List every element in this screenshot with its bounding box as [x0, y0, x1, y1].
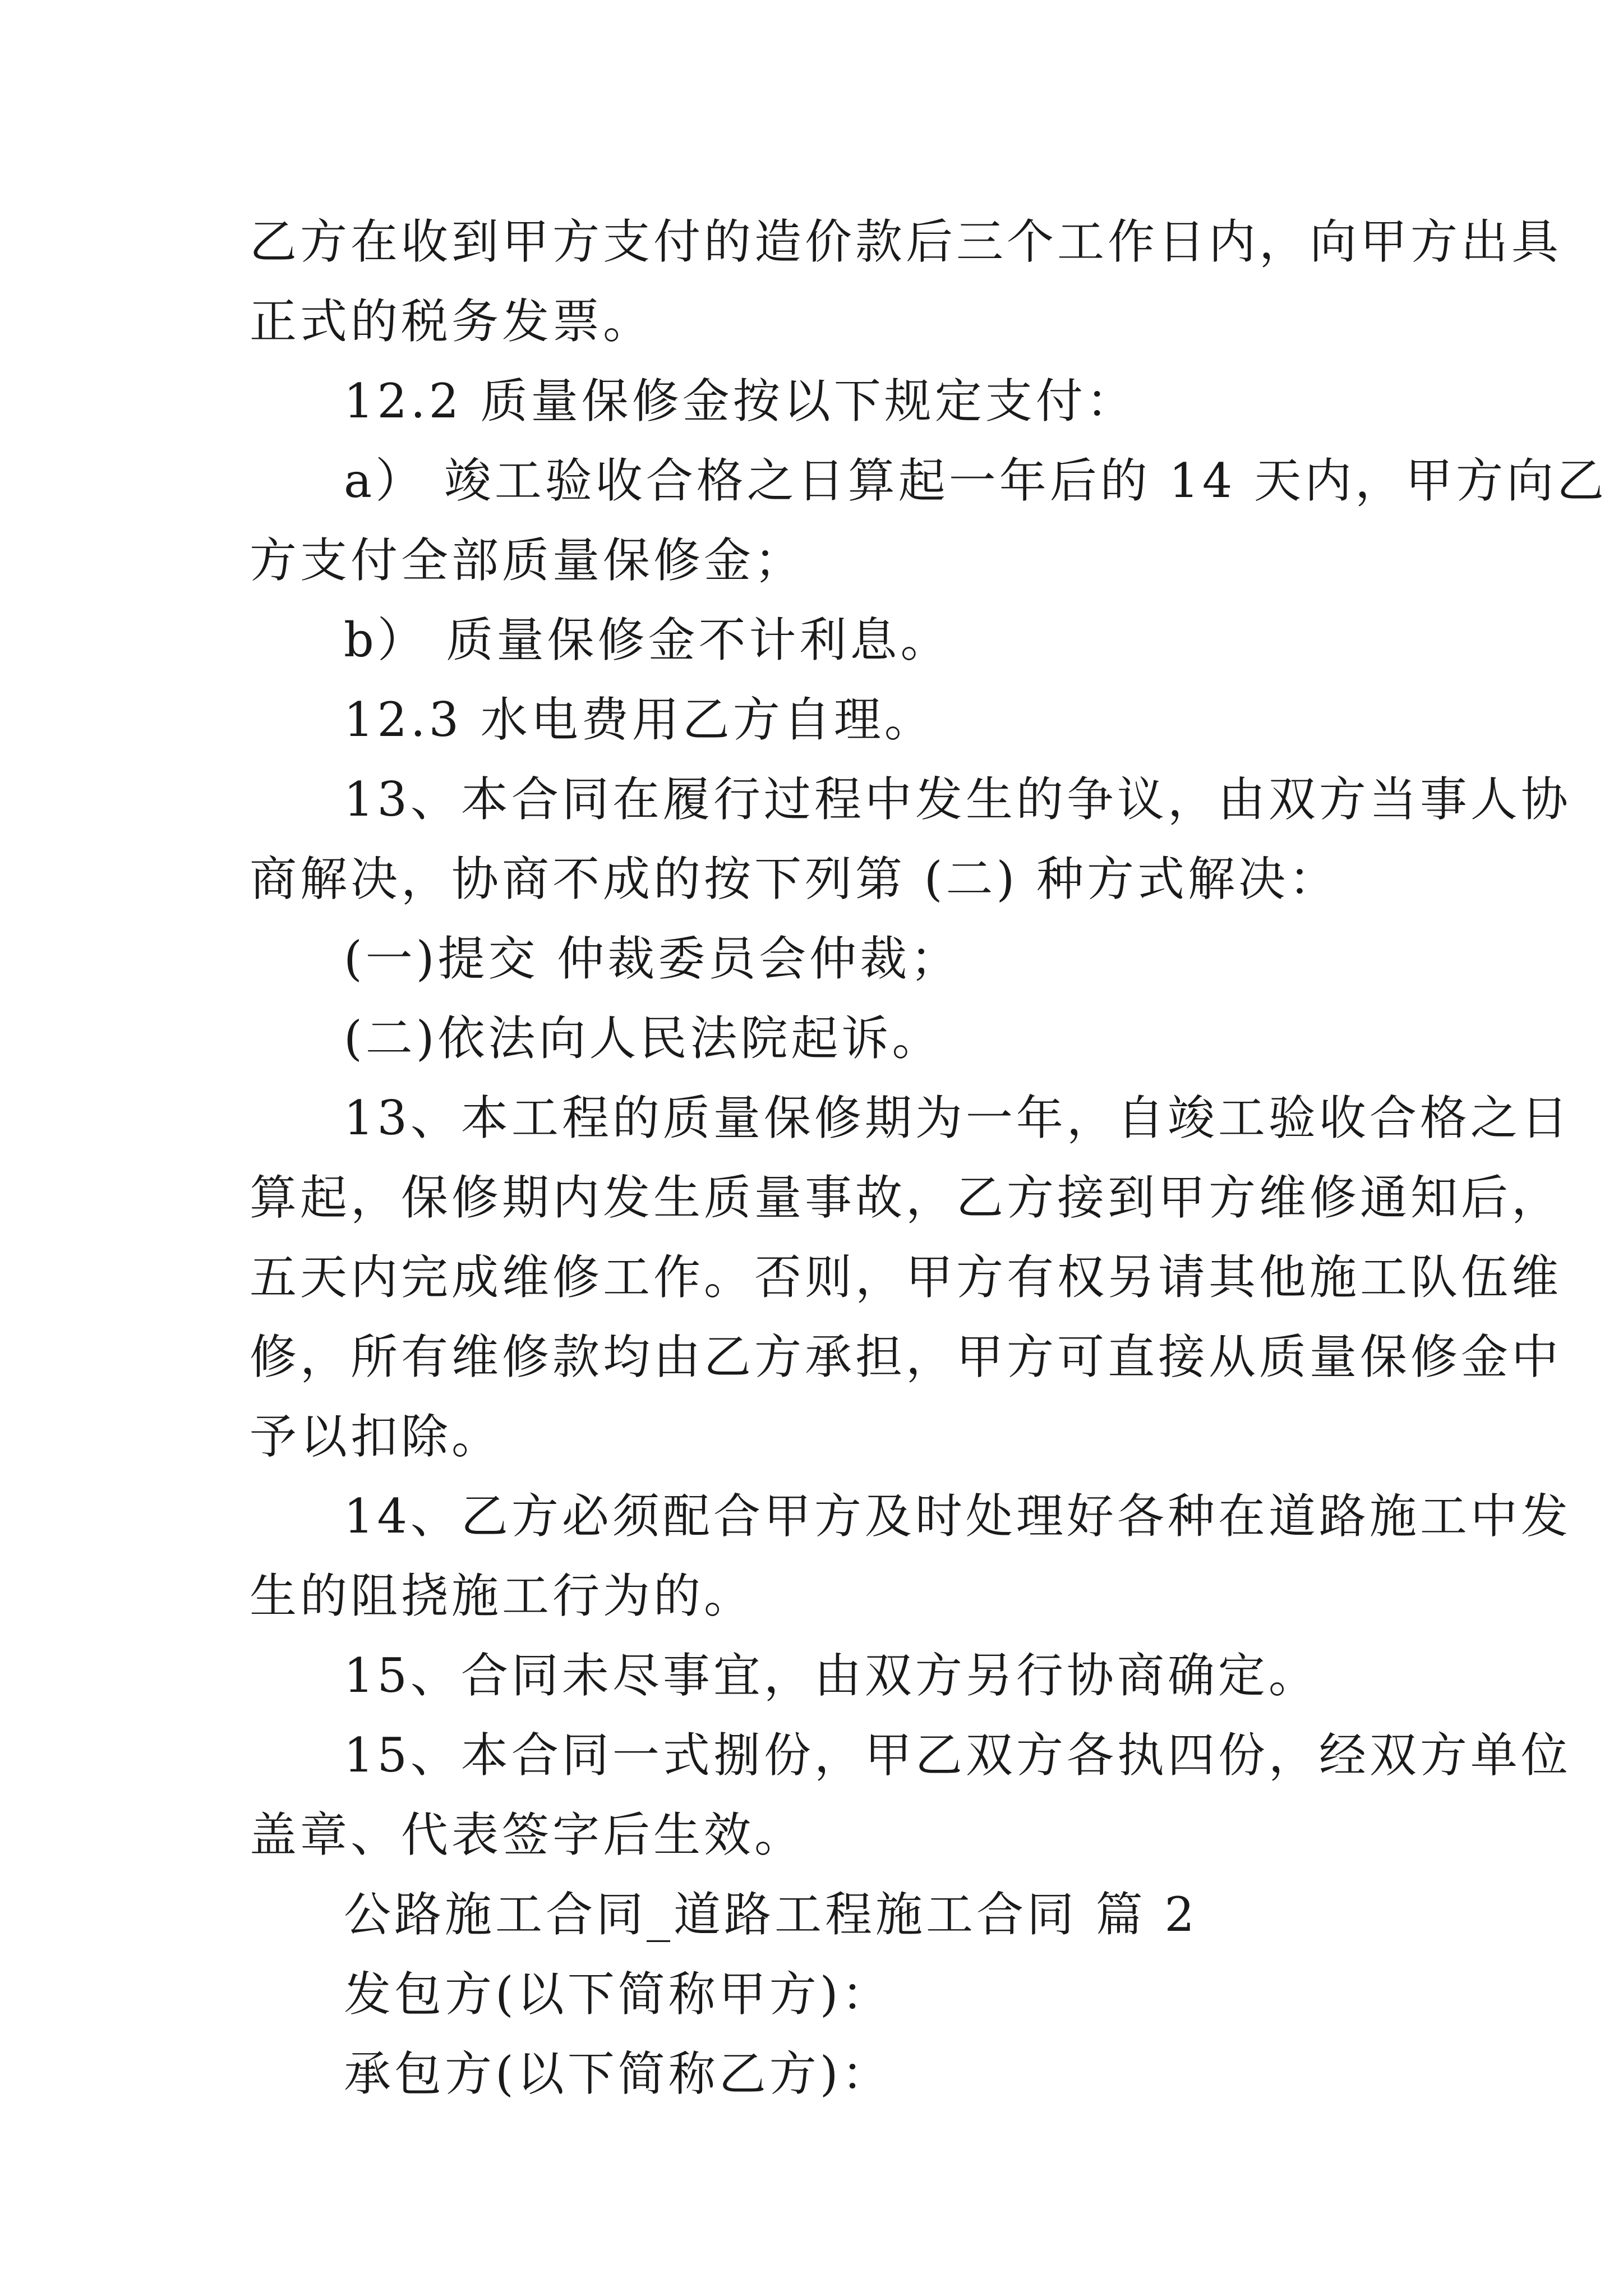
text-line: b） 质量保修金不计利息。 — [344, 613, 951, 668]
paragraph — [250, 680, 1382, 760]
paragraph — [250, 919, 1382, 999]
text-line: 13、本合同在履行过程中发生的争议，由双方当事人协 — [344, 772, 1571, 827]
text-line: 12.3 水电费用乙方自理。 — [344, 692, 935, 747]
paragraph — [250, 1636, 1382, 1715]
text-line: 15、合同未尽事宜，由双方另行协商确定。 — [344, 1648, 1319, 1703]
text-line: a） 竣工验收合格之日算起一年后的 14 天内，甲方向乙 — [344, 453, 1608, 508]
paragraph — [250, 202, 1562, 361]
text-line: 商解决，协商不成的按下列第 (二) 种方式解决： — [250, 852, 1339, 907]
text-line: 13、本工程的质量保修期为一年，自竣工验收合格之日 — [344, 1091, 1571, 1145]
text-line: 公路施工合同_道路工程施工合同 篇 2 — [344, 1887, 1198, 1942]
text-line: 生的阻挠施工行为的。 — [250, 1568, 755, 1623]
paragraph — [250, 1954, 1382, 2034]
paragraph — [250, 1715, 1571, 1875]
text-line: (一)提交 仲裁委员会仲裁； — [344, 931, 961, 986]
text-line: 承包方(以下简称乙方)： — [344, 2046, 892, 2101]
document-body — [250, 202, 1608, 2114]
text-line: 14、乙方必须配合甲方及时处理好各种在道路施工中发 — [344, 1489, 1571, 1544]
text-line: (二)依法向人民法院起诉。 — [344, 1011, 943, 1066]
text-line: 五天内完成维修工作。否则，甲方有权另请其他施工队伍维 — [250, 1250, 1562, 1305]
paragraph — [250, 1476, 1571, 1636]
paragraph — [250, 1078, 1571, 1476]
text-line: 12.2 质量保修金按以下规定支付： — [344, 374, 1137, 429]
text-line: 盖章、代表签字后生效。 — [250, 1807, 805, 1862]
paragraph — [250, 1875, 1382, 1954]
text-line: 15、本合同一式捌份，甲乙双方各执四份，经双方单位 — [344, 1728, 1571, 1783]
text-line: 修，所有维修款均由乙方承担，甲方可直接从质量保修金中 — [250, 1329, 1562, 1384]
paragraph — [250, 760, 1571, 919]
text-line: 方支付全部质量保修金； — [250, 533, 805, 588]
paragraph — [250, 441, 1608, 600]
text-line: 算起，保修期内发生质量事故，乙方接到甲方维修通知后， — [250, 1170, 1562, 1225]
paragraph — [250, 600, 1382, 680]
text-line: 乙方在收到甲方支付的造价款后三个工作日内，向甲方出具 — [250, 214, 1562, 269]
text-line: 发包方(以下简称甲方)： — [344, 1967, 892, 2022]
paragraph — [250, 2034, 1382, 2114]
paragraph — [250, 361, 1382, 441]
paragraph — [250, 999, 1382, 1078]
text-line: 予以扣除。 — [250, 1409, 502, 1464]
text-line: 正式的税务发票。 — [250, 294, 654, 349]
